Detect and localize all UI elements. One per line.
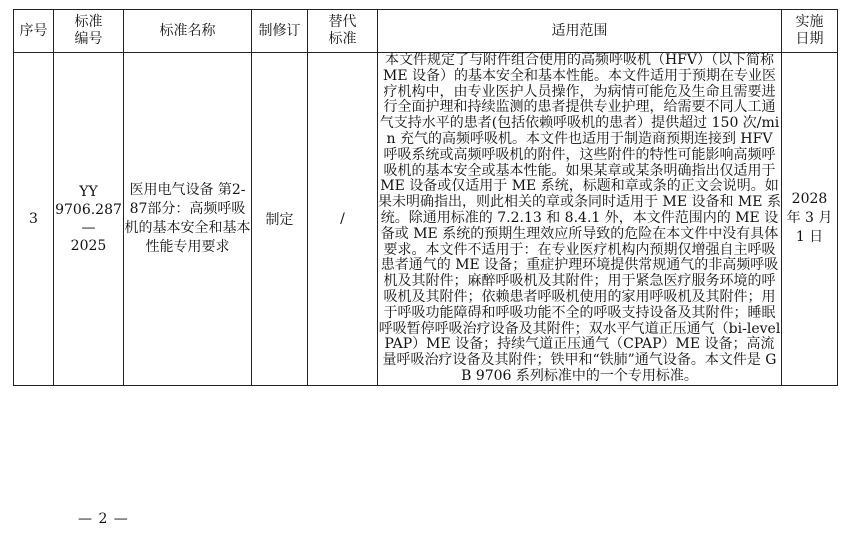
page-number: — 2 — [78, 511, 129, 527]
cell-index: 3 [14, 53, 54, 386]
header-name: 标准名称 [124, 10, 252, 53]
header-date: 实施 日期 [782, 10, 838, 53]
cell-replaces: / [308, 53, 378, 386]
table-row [14, 53, 838, 386]
cell-name: 医用电气设备 第2-87部分：高频呼吸机的基本安全和基本性能专用要求 [124, 53, 252, 386]
header-replaces: 替代 标准 [308, 10, 378, 53]
header-revision: 制修订 [252, 10, 308, 53]
cell-code: YY 9706.287— 2025 [54, 53, 124, 386]
cell-scope: 本文件规定了与附件组合使用的高频呼吸机（HFV）（以下简称 ME 设备）的基本安全和基本性能。本文件适用于预期在专业医疗机构中，由专业医护人员操作，为病情可能危及生命且需要进行全面护理和持续监测的患者提供专业护理，给需要不同人工通气支持水平的患者(包括依赖呼吸机的患者）提供超过 150 次/min 充气的高频呼吸机。本文件也适用于制造商预期连接到 HFV 呼吸系统或高频呼吸机的附件，这些附件的特性可能影响高频呼吸机的基本安全或基本性能。如果某章或某条明确指出仅适用于 ME 设备或仅适用于 ME 系统，标题和章或条的正文会说明。如果未明确指出，则此相关的章或条同时适用于 ME 设备和 ME 系统。除通用标准的 7.2.13 和 8.4.1 外，本文件范围内的 ME 设备或 ME 系统的预期生理效应所导致的危险在本文件中没有具体要求。本文件不适用于：在专业医疗机构内预期仅增强自主呼吸患者通气的 ME 设备；重症护理环境提供常规通气的非高频呼吸机及其附件；麻醉呼吸机及其附件；用于紧急医疗服务环境的呼吸机及其附件；依赖患者呼吸机使用的家用呼吸机及其附件；用于呼吸功能障碍和呼吸功能不全的呼吸支持设备及其附件；睡眠呼吸暂停呼吸治疗设备及其附件；双水平气道正压通气（bi-level PAP）ME 设备；持续气道正压通气（CPAP）ME 设备；高流量呼吸治疗设备及其附件；铁甲和“铁肺”通气设备。本文件是 GB 9706 系列标准中的一个专用标准。 [378, 52, 781, 384]
header-scope: 适用范围 [378, 10, 782, 53]
cell-effective-date: 2028 年 3 月 1 日 [782, 53, 838, 386]
standards-table [13, 9, 838, 386]
cell-revision: 制定 [252, 53, 308, 386]
header-code: 标准 编号 [54, 10, 124, 53]
header-index: 序号 [14, 10, 54, 53]
table-header-row [14, 10, 838, 53]
